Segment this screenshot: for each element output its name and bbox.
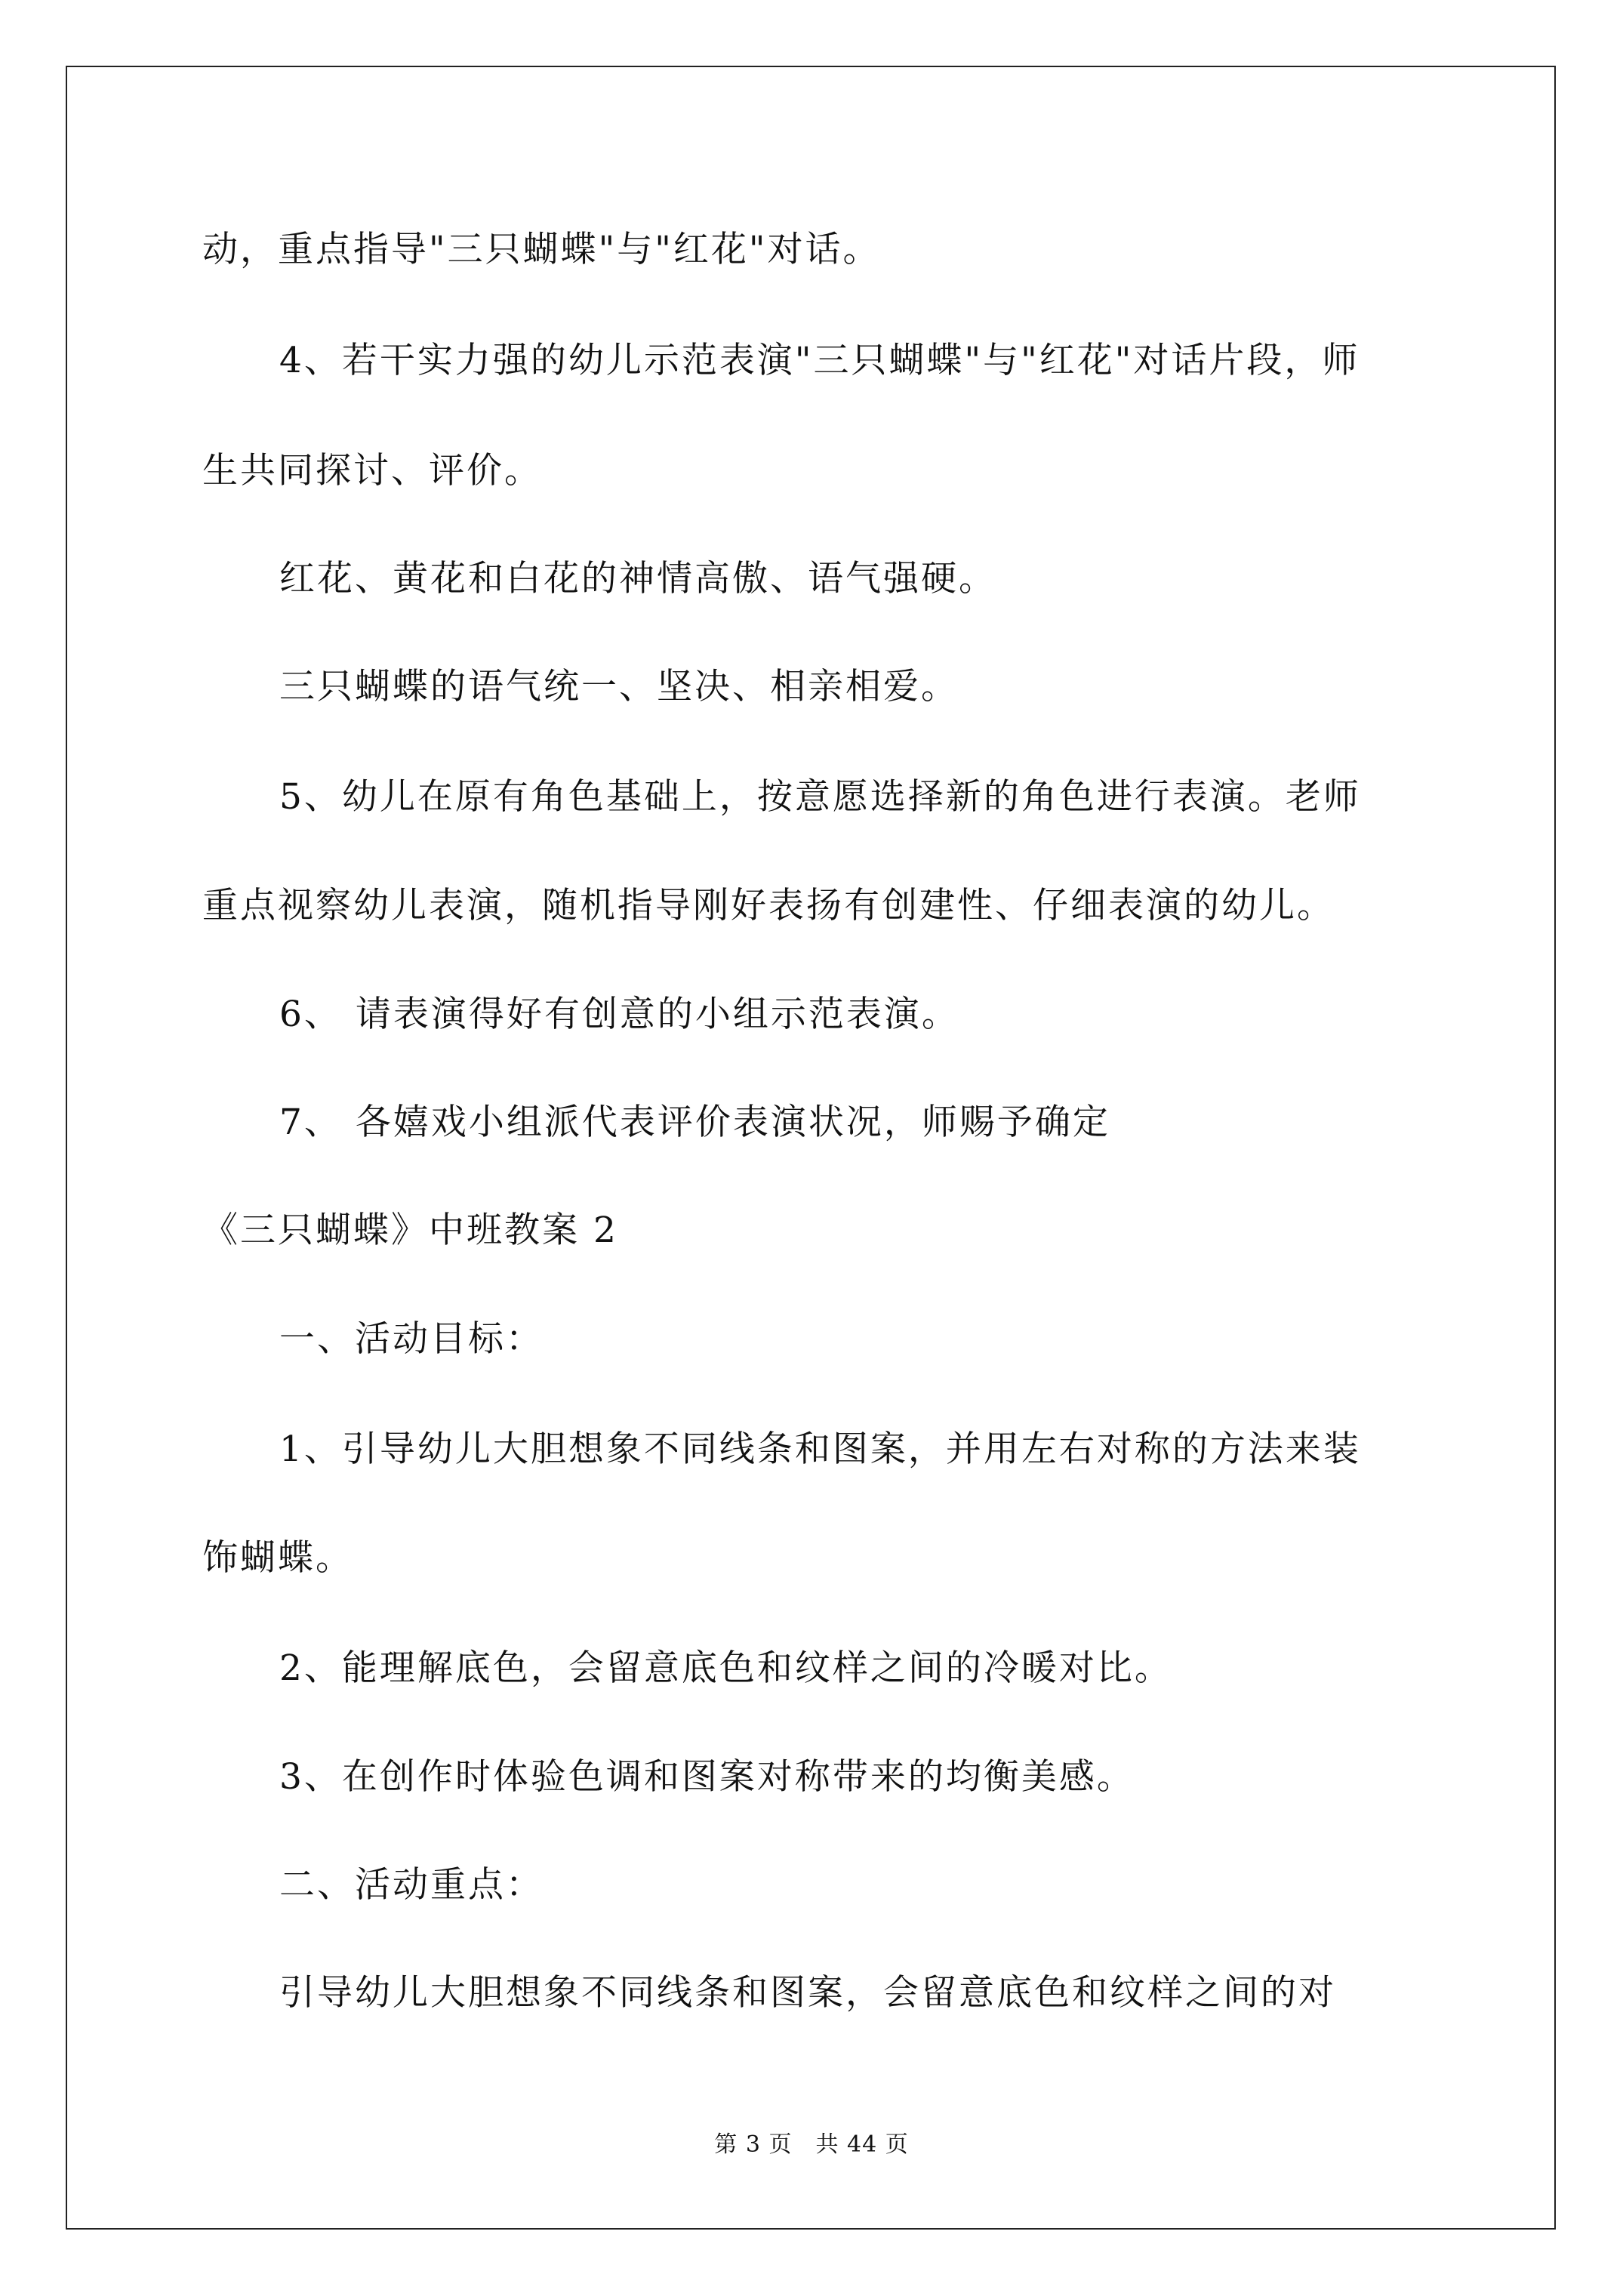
text-line: 三只蝴蝶的语气统一、坚决、相亲相爱。 (279, 666, 959, 707)
text-line: 红花、黄花和白花的神情高傲、语气强硬。 (279, 558, 996, 599)
section-heading: 二、活动重点： (279, 1864, 544, 1906)
text-line: 4、若干实力强的幼儿示范表演"三只蝴蝶"与"红花"对话片段，师 (279, 340, 1360, 381)
text-line: 动，重点指导"三只蝴蝶"与"红花"对话。 (202, 229, 881, 270)
section-heading: 一、活动目标： (279, 1318, 544, 1360)
text-line: 生共同探讨、评价。 (202, 450, 542, 492)
text-line: 引导幼儿大胆想象不同线条和图案，会留意底色和纹样之间的对 (279, 1972, 1336, 2014)
text-line: 饰蝴蝶。 (202, 1537, 353, 1579)
page-number-footer: 第 3 页 共 44 页 (714, 2131, 909, 2158)
text-line: 6、 请表演得好有创意的小组示范表演。 (279, 994, 959, 1035)
text-line: 2、能理解底色，会留意底色和纹样之间的冷暖对比。 (279, 1647, 1172, 1689)
section-heading: 《三只蝴蝶》中班教案 2 (202, 1210, 618, 1251)
text-line: 7、 各嬉戏小组派代表评价表演状况，师赐予确定 (279, 1102, 1110, 1143)
text-line: 3、在创作时体验色调和图案对称带来的均衡美感。 (279, 1756, 1135, 1798)
text-line: 重点视察幼儿表演，随机指导刚好表扬有创建性、仔细表演的幼儿。 (202, 885, 1335, 926)
text-line: 5、幼儿在原有角色基础上，按意愿选择新的角色进行表演。老师 (279, 776, 1361, 818)
text-line: 1、引导幼儿大胆想象不同线条和图案，并用左右对称的方法来装 (279, 1428, 1361, 1470)
